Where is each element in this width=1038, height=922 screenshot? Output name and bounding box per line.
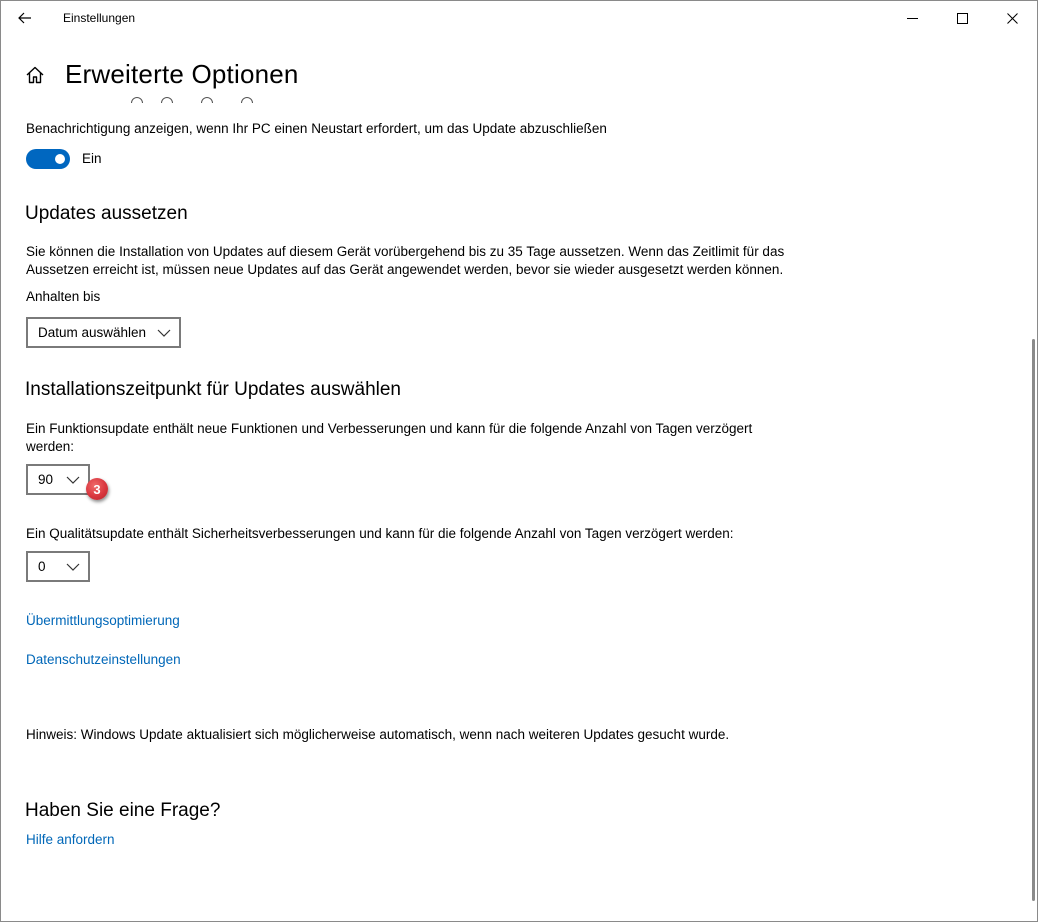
back-button[interactable] — [7, 3, 43, 33]
toggle-knob — [55, 154, 65, 164]
feature-update-text-line2: werden: — [26, 439, 75, 454]
minimize-button[interactable] — [887, 1, 937, 35]
privacy-settings-link[interactable]: Datenschutzeinstellungen — [26, 652, 181, 667]
maximize-icon — [957, 13, 968, 24]
close-button[interactable] — [987, 1, 1037, 35]
toggle-state-label: Ein — [82, 151, 102, 166]
restart-notification-label: Benachrichtigung anzeigen, wenn Ihr PC einen Neustart erfordert, um das Update abzuschließen — [26, 121, 607, 136]
window-controls — [887, 1, 1037, 35]
minimize-icon — [907, 13, 918, 24]
home-icon — [25, 65, 45, 85]
chevron-down-icon — [66, 562, 80, 572]
help-heading: Haben Sie eine Frage? — [25, 800, 221, 821]
page-title: Erweiterte Optionen — [65, 59, 299, 89]
pause-description-line2: Aussetzen erreicht ist, müssen neue Updates auf das Gerät angewendet werden, bevor sie wieder ausgesetzt werden können. — [26, 262, 784, 277]
close-icon — [1007, 13, 1018, 24]
title-bar — [1, 1, 1037, 35]
feature-update-text-line1: Ein Funktionsupdate enthält neue Funktionen und Verbesserungen und kann für die folgende Anzahl von Tagen verzögert — [26, 421, 753, 436]
quality-days-value: 0 — [38, 559, 46, 574]
scrollbar-thumb[interactable] — [1032, 339, 1035, 901]
chevron-down-icon — [66, 475, 80, 485]
maximize-button[interactable] — [937, 1, 987, 35]
feature-days-value: 90 — [38, 472, 54, 487]
pause-date-select[interactable] — [26, 317, 181, 348]
chevron-down-icon — [157, 328, 171, 338]
clipped-scroll-content — [121, 93, 261, 103]
get-help-link[interactable]: Hilfe anfordern — [26, 832, 115, 847]
quality-update-text: Ein Qualitätsupdate enthält Sicherheitsverbesserungen und kann für die folgende Anzahl von Tagen verzögert werden: — [26, 526, 734, 541]
page-header — [23, 59, 299, 90]
feature-days-select[interactable] — [26, 464, 90, 495]
pause-date-value: Datum auswählen — [38, 325, 147, 340]
back-arrow-icon — [18, 12, 32, 24]
pause-updates-heading: Updates aussetzen — [25, 203, 188, 224]
restart-notification-toggle[interactable] — [26, 149, 70, 169]
pause-until-label: Anhalten bis — [26, 289, 101, 304]
pause-description-line1: Sie können die Installation von Updates auf diesem Gerät vorübergehend bis zu 35 Tage aussetzen. Wenn das Zeitlimit für das — [26, 244, 785, 259]
delivery-optimization-link[interactable]: Übermittlungsoptimierung — [26, 613, 180, 628]
home-button[interactable] — [23, 63, 47, 87]
install-time-heading: Installationszeitpunkt für Updates auswählen — [25, 379, 402, 400]
quality-days-select[interactable] — [26, 551, 90, 582]
app-title: Einstellungen — [63, 11, 136, 25]
step-badge: 3 — [86, 478, 108, 500]
update-note: Hinweis: Windows Update aktualisiert sich möglicherweise automatisch, wenn nach weiteren Updates gesucht wurde. — [26, 727, 730, 742]
